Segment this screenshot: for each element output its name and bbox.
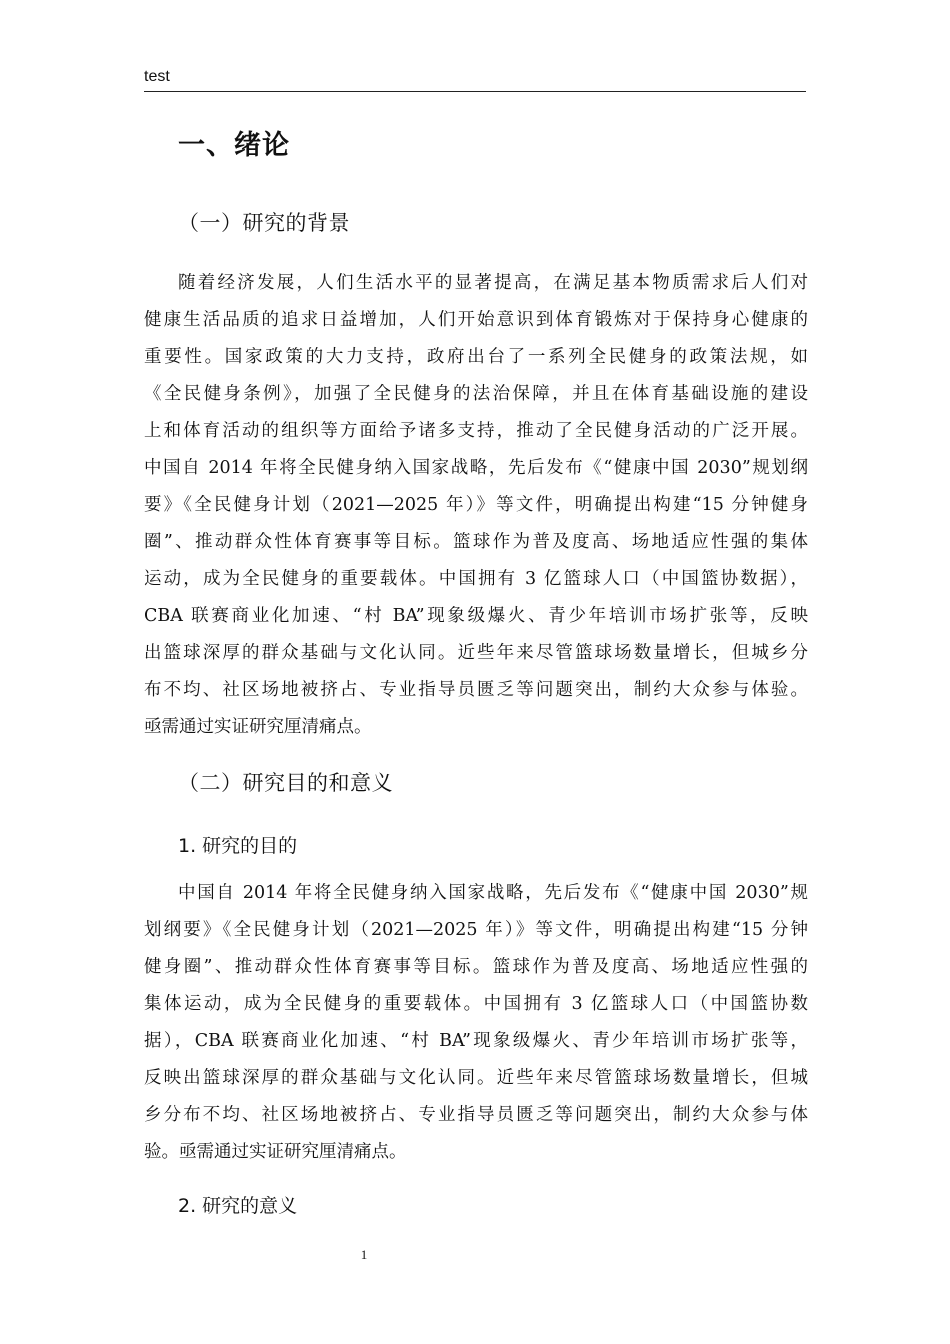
paragraph-line: 布不均、社区场地被挤占、专业指导员匮乏等问题突出，制约大众参与体验。 (144, 680, 808, 700)
subsection-heading-significance: 2. 研究的意义 (178, 1195, 298, 1217)
paragraph-line: 随着经济发展，人们生活水平的显著提高，在满足基本物质需求后人们对 (178, 273, 808, 293)
paragraph-line: 乡分布不均、社区场地被挤占、专业指导员匮乏等问题突出，制约大众参与体 (144, 1105, 808, 1125)
paragraph-line: 反映出篮球深厚的群众基础与文化认同。近些年来尽管篮球场数量增长，但城 (144, 1068, 808, 1088)
paragraph-line: 集体运动，成为全民健身的重要载体。中国拥有 3 亿篮球人口（中国篮协数 (144, 994, 808, 1014)
paragraph-line: 健康生活品质的追求日益增加，人们开始意识到体育锻炼对于保持身心健康的 (144, 310, 808, 330)
paragraph-line: 划纲要》《全民健身计划（2021—2025 年）》等文件，明确提出构建“15 分钟 (144, 920, 808, 940)
paragraph-line: 运动，成为全民健身的重要载体。中国拥有 3 亿篮球人口（中国篮协数据）， (144, 569, 808, 589)
paragraph-line: 据），CBA 联赛商业化加速、“村 BA”现象级爆火、青少年培训市场扩张等， (144, 1031, 808, 1051)
chapter-title: 一、绪论 (178, 130, 290, 161)
paragraph-line: 《全民健身条例》，加强了全民健身的法治保障，并且在体育基础设施的建设 (144, 384, 808, 404)
paragraph-line: 出篮球深厚的群众基础与文化认同。近些年来尽管篮球场数量增长，但城乡分 (144, 643, 808, 663)
page-number: 1 (360, 1247, 368, 1262)
paragraph-line: 圈”、推动群众性体育赛事等目标。篮球作为普及度高、场地适应性强的集体 (144, 532, 808, 552)
paragraph-line: 亟需通过实证研究厘清痛点。 (144, 717, 372, 737)
paragraph-line: CBA 联赛商业化加速、“村 BA”现象级爆火、青少年培训市场扩张等，反映 (144, 606, 808, 626)
paragraph-line: 要》《全民健身计划（2021—2025 年）》等文件，明确提出构建“15 分钟健身 (144, 495, 808, 515)
section-heading-background: （一）研究的背景 (178, 211, 350, 235)
paragraph-line: 中国自 2014 年将全民健身纳入国家战略，先后发布《“健康中国 2030”规划纲 (144, 458, 808, 478)
header-divider (144, 91, 806, 92)
paragraph-line: 健身圈”、推动群众性体育赛事等目标。篮球作为普及度高、场地适应性强的 (144, 957, 808, 977)
page-header: test (144, 68, 170, 85)
paragraph-line: 重要性。国家政策的大力支持，政府出台了一系列全民健身的政策法规，如 (144, 347, 808, 367)
subsection-heading-goal: 1. 研究的目的 (178, 835, 298, 857)
paragraph-line: 验。亟需通过实证研究厘清痛点。 (144, 1142, 407, 1162)
paragraph-line: 中国自 2014 年将全民健身纳入国家战略，先后发布《“健康中国 2030”规 (178, 883, 808, 903)
paragraph-line: 上和体育活动的组织等方面给予诸多支持，推动了全民健身活动的广泛开展。 (144, 421, 808, 441)
section-heading-purpose: （二）研究目的和意义 (178, 771, 393, 795)
